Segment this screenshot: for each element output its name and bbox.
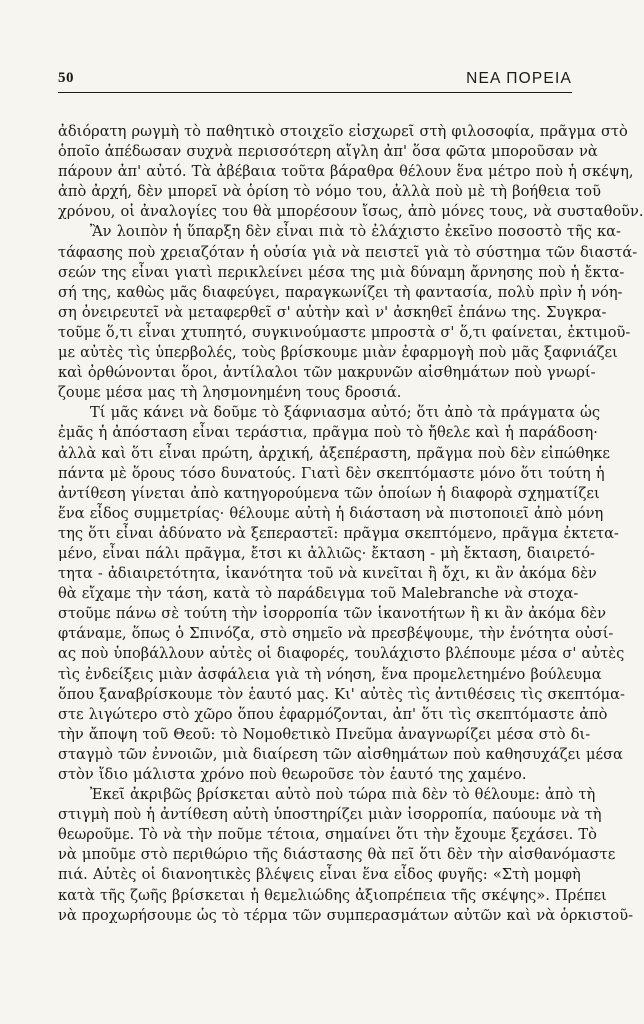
text-line: στὸν ἴδιο μάλιστα χρόνο ποὺ θεωροῦσε τὸν ἑαυτό της χαμένο. [58, 766, 527, 783]
text-line: στε λιγώτερο στὸ χῶρο ὅπου ἐφαρμόζονται, ἀπ' ὅτι τὶς σκεπτόμαστε ἀπὸ [58, 705, 608, 723]
text-line: Ἂν λοιπὸν ἡ ὕπαρξη δὲν εἶναι πιὰ τὸ ἐλάχιστο ἐκεῖνο ποσοστὸ τῆς κα- [90, 223, 621, 241]
running-header [58, 70, 572, 96]
text-line: στιγμὴ ποὺ ἡ ἀντίθεση αὐτὴ ὑποστηρίζει μιὰν ἰσορροπία, παύουμε νὰ τὴ [58, 806, 602, 824]
text-line: σταγμὸ τῶν ἐννοιῶν, μιὰ διαίρεση τῶν αἰσθημάτων ποὺ καθησυχάζει μέσα [58, 745, 623, 763]
text-line: θεωροῦμε. Τὸ νὰ τὴν ποῦμε τέτοια, σημαίνει ὅτι τὴν ἔχουμε ξεχάσει. Τὸ [58, 826, 597, 844]
text-line: ἀδιόρατη ρωγμὴ τὸ παθητικὸ στοιχεῖο εἰσχωρεῖ στὴ φιλοσοφία, πρᾶγμα στὸ [58, 123, 628, 140]
text-line: της ὅτι εἶναι ἀδύνατο νὰ ξεπεραστεῖ: πρᾶγμα σκεπτόμενο, πρᾶγμα ἐκτετα- [58, 524, 619, 542]
text-line: πάρουν ἀπ' αὐτό. Τὰ ἀβέβαια τοῦτα βάραθρα θέλουν ἕνα μέτρο ποὺ ἡ σκέψη, [58, 163, 634, 181]
paragraph [58, 785, 634, 926]
text-line: τὶς ἐνδείξεις μιὰν ἀσφάλεια γιὰ τὴ νόηση, ἕνα προμελετημένο βούλευμα [58, 665, 602, 683]
text-line: νὰ μποῦμε στὸ περιθώριο τῆς διάστασης θὰ πεῖ ὅτι δὲν τὴν αἰσθανόμαστε [58, 846, 616, 864]
text-line: μένο, εἶναι πάλι πρᾶγμα, ἔτσι κι ἀλλιῶς· ἔκταση - μὴ ἔκταση, διαιρετό- [58, 544, 595, 562]
text-line: πάντα μὲ ὅρους τόσο δυνατούς. Γιατὶ δὲν σκεπτόμαστε μόνο ὅτι τούτη ἡ [58, 464, 605, 482]
text-line: τητα - ἀδιαιρετότητα, ἱκανότητα τοῦ νὰ κινεῖται ἢ ὄχι, κι ἂν ἀκόμα δὲν [58, 565, 597, 583]
paragraph [58, 222, 638, 403]
text-line: με αὐτὲς τὶς ὑπερβολές, τοὺς βρίσκουμε μιὰν ἐφαρμογὴ ποὺ μᾶς ξαφνιάζει [58, 344, 618, 362]
text-line: ὁποῖο ἀπέδωσαν συχνὰ περισσότερη αἴγλη ἀπ' ὅσα φῶτα μποροῦσαν νὰ [58, 143, 598, 161]
text-line: ἕνα εἶδος συμμετρίας· θέλουμε αὐτὴ ἡ διάσταση νὰ πιστοποιεῖ ἀπὸ μόνη [58, 504, 604, 522]
text-line: σεών της εἶναι γιατὶ περικλείνει μέσα της μιὰ δύναμη ἄρνησης ποὺ ἡ ἔκτα- [58, 263, 625, 281]
text-line: ἀπὸ ἀρχή, δὲν μπορεῖ νὰ ὁρίση τὸ νόμο του, ἀλλὰ ποὺ μὲ τὴ βοήθεια τοῦ [58, 183, 601, 201]
text-line: θὰ εἴχαμε τὴν τάση, κατὰ τὸ παράδειγμα τοῦ Malebranche νὰ στοχα- [58, 585, 579, 603]
text-line: σή της, καθὼς μᾶς διαφεύγει, παραγκωνίζει τὴ φαντασία, πολὺ πρὶν ἡ νόη- [58, 283, 623, 301]
paragraph [58, 122, 644, 222]
text-line: πιά. Αὐτὲς οἱ διανοητικὲς βλέψεις εἶναι ἕνα εἶδος φυγῆς: «Στὴ μομφὴ [58, 866, 581, 884]
text-line: τὴν ἄποψη τοῦ Θεοῦ: τὸ Νομοθετικὸ Πνεῦμα ἀναγνωρίζει μέσα στὸ δι- [58, 725, 591, 743]
text-line: ἀλλὰ καὶ ὅτι εἶναι πρώτη, ἀρχική, ἀξεπέραστη, πρᾶγμα ποὺ δὲν εἰπώθηκε [58, 444, 610, 462]
text-line: ση ὀνειρευτεῖ νὰ μεταφερθεῖ σ' αὐτὴν καὶ ν' ἀσκηθεῖ ἐπάνω της. Συγκρα- [58, 303, 607, 321]
header-rule [58, 92, 572, 93]
paragraph [58, 403, 625, 785]
text-line: ὅπου ξαναβρίσκουμε τὸν ἑαυτό μας. Κι' αὐτὲς τὶς ἀντιθέσεις τὶς σκεπτόμα- [58, 685, 625, 703]
journal-title: ΝΕΑ ΠΟΡΕΙΑ [466, 70, 572, 87]
text-line: νὰ προχωρήσουμε ὡς τὸ τέρμα τῶν συμπερασμάτων αὐτῶν καὶ νὰ ὁρκιστοῦ- [58, 906, 634, 924]
text-line: Τί μᾶς κάνει νὰ δοῦμε τὸ ξάφνιασμα αὐτό; ὅτι ἀπὸ τὰ πράγματα ὡς [90, 404, 601, 422]
body-text [58, 122, 644, 926]
text-line: ζουμε μέσα μας τὴ λησμονημένη τους δροσιά. [58, 384, 402, 402]
text-line: χρόνου, οἱ ἀναλογίες του θὰ μπορέσουν ἴσως, ἀπὸ μόνες τους, νὰ συσταθοῦν. [58, 203, 644, 221]
text-line: ας ποὺ ὑποβάλλουν αὐτὲς οἱ διαφορές, τουλάχιστο βλέπουμε μέσα σ' αὐτὲς [58, 645, 625, 663]
text-line: ἀντίθεση γίνεται ἀπὸ κατηγορούμενα τῶν ὁποίων ἡ διαφορὰ σχηματίζει [58, 484, 600, 502]
text-line: φτάναμε, ὅπως ὁ Σπινόζα, στὸ σημεῖο νὰ πρεσβέψουμε, τὴν ἑνότητα οὐσί- [58, 625, 614, 643]
page-number: 50 [58, 70, 74, 86]
text-line: τοῦμε ὅ,τι εἶναι χτυπητό, συγκινούμαστε μπροστὰ σ' ὅ,τι φαίνεται, ἐκτιμοῦ- [58, 323, 631, 341]
text-line: καὶ ὀρθώνονται ὅροι, ἀντίλαλοι τῶν μακρυνῶν αἰσθημάτων ποὺ γνωρί- [58, 364, 596, 382]
text-line: τάφασης ποὺ χρειαζόταν ἡ οὐσία γιὰ νὰ πειστεῖ γιὰ τὸ σύστημα τῶν διαστά- [58, 243, 638, 261]
text-line: στοῦμε πάνω σὲ τούτη τὴν ἰσορροπία τῶν ἱκανοτήτων ἢ κι ἂν ἀκόμα δὲν [58, 605, 607, 623]
text-line: κατὰ τῆς ζωῆς βρίσκεται ἡ θεμελιώδης ἀξιοπρέπεια τῆς σκέψης». Πρέπει [58, 886, 607, 904]
text-line: Ἐκεῖ ἀκριβῶς βρίσκεται αὐτὸ ποὺ τώρα πιὰ δὲν τὸ θέλουμε: ἀπὸ τὴ [90, 786, 596, 804]
text-line: ἐμᾶς ἡ ἀπόσταση εἶναι τεράστια, πρᾶγμα ποὺ τὸ ἤθελε καὶ ἡ παράδοση· [58, 424, 598, 442]
